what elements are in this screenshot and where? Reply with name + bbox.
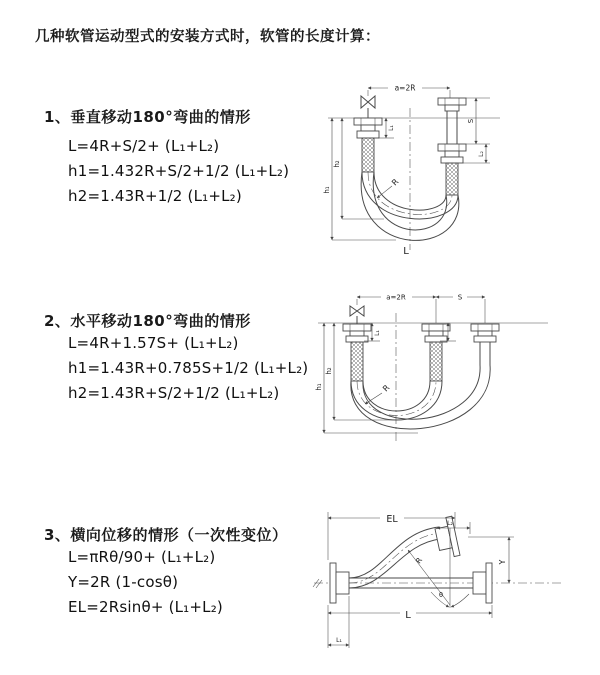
page-title: 几种软管运动型式的安装方式时，软管的长度计算：: [35, 29, 380, 45]
left-pipe-fitting: [343, 324, 371, 381]
h1-dim-label: h₁: [323, 186, 331, 194]
dim-l: [328, 605, 492, 648]
right-pipe-fitting: [438, 98, 466, 195]
hose-s-curve: [349, 527, 440, 588]
left-flange: [330, 563, 349, 603]
braided-hose-section: [351, 342, 363, 381]
braided-hose-section: [446, 163, 458, 195]
left-pipe-fitting: [354, 118, 382, 172]
diagram-vertical-180-bend-svg: [300, 72, 590, 262]
diagram-lateral-displacement-svg: [300, 500, 600, 655]
dim-s: [436, 292, 485, 323]
s-dim-label: S: [467, 118, 475, 124]
dim-a2r: [368, 83, 450, 98]
y-dim-label: Y: [498, 559, 507, 565]
diagram-horizontal-180-bend-svg: [300, 283, 590, 453]
h2-dim-label: h₂: [333, 160, 341, 168]
middle-pipe-fitting: [422, 324, 450, 381]
l-dim-label: L: [405, 610, 411, 621]
dim-l1: [328, 596, 349, 648]
axis-break-mark: [313, 579, 322, 588]
a-dim-label: a=2R: [386, 293, 406, 302]
r-label: R: [413, 555, 425, 566]
r-label: R: [381, 383, 392, 394]
section-3-heading: 3、横向位移的情形（一次性变位）: [44, 526, 288, 544]
section-2-heading: 2、水平移动180°弯曲的情形: [44, 312, 251, 330]
section-3-formulas: [68, 545, 223, 620]
formula-line: L=4R+S/2+ (L₁+L₂): [68, 137, 220, 155]
formula-line: L=πRθ/90+ (L₁+L₂): [68, 548, 216, 566]
hose-curves: [351, 365, 490, 429]
diagram-lateral-displacement: [300, 500, 600, 655]
section-2-formulas: [68, 331, 308, 406]
dim-l2: [478, 144, 486, 163]
l2-dim-label: L₂: [447, 520, 453, 527]
h2-dim-label: h₂: [325, 367, 333, 375]
section-1-formulas: [68, 134, 289, 209]
radius-callout: [377, 177, 401, 198]
braided-hose-section: [362, 138, 374, 172]
h1-dim-label: h₁: [315, 383, 323, 391]
formula-line: Y=2R (1-cosθ): [68, 573, 179, 591]
radius-callout: [365, 383, 392, 404]
section-2: [44, 310, 304, 331]
braided-hose-section: [430, 342, 442, 381]
l1-dim-label: L₁: [388, 125, 395, 131]
l2-dim-label: L₂: [478, 151, 485, 157]
formula-line: h1=1.432R+S/2+1/2 (L₁+L₂): [68, 162, 290, 180]
diagram-horizontal-180-bend: [300, 283, 590, 453]
formula-line: h2=1.43R+1/2 (L₁+L₂): [68, 187, 242, 205]
section-1: [44, 106, 304, 127]
l1-dim-label: L₁: [336, 637, 342, 644]
dim-a2r: [357, 292, 436, 323]
formula-line: h1=1.43R+0.785S+1/2 (L₁+L₂): [68, 359, 309, 377]
theta-label: θ: [439, 591, 443, 599]
s-dim-label: S: [457, 293, 463, 302]
l1-dim-label: L₁: [374, 330, 381, 336]
valve-icon: [361, 96, 375, 118]
l-dim-label: L: [403, 246, 409, 257]
diagram-vertical-180-bend: [300, 72, 590, 262]
section-1-heading: 1、垂直移动180°弯曲的情形: [44, 108, 251, 126]
right-pipe-fitting: [471, 324, 499, 365]
formula-line: L=4R+1.57S+ (L₁+L₂): [68, 334, 239, 352]
right-flange: [473, 563, 492, 603]
r-label: R: [390, 177, 401, 188]
el-dim-label: EL: [386, 514, 398, 525]
formula-line: h2=1.43R+S/2+1/2 (L₁+L₂): [68, 384, 280, 402]
valve-icon: [350, 306, 364, 324]
formula-line: EL=2Rsinθ+ (L₁+L₂): [68, 598, 223, 616]
section-3: [44, 524, 304, 545]
a-dim-label: a=2R: [394, 83, 416, 93]
